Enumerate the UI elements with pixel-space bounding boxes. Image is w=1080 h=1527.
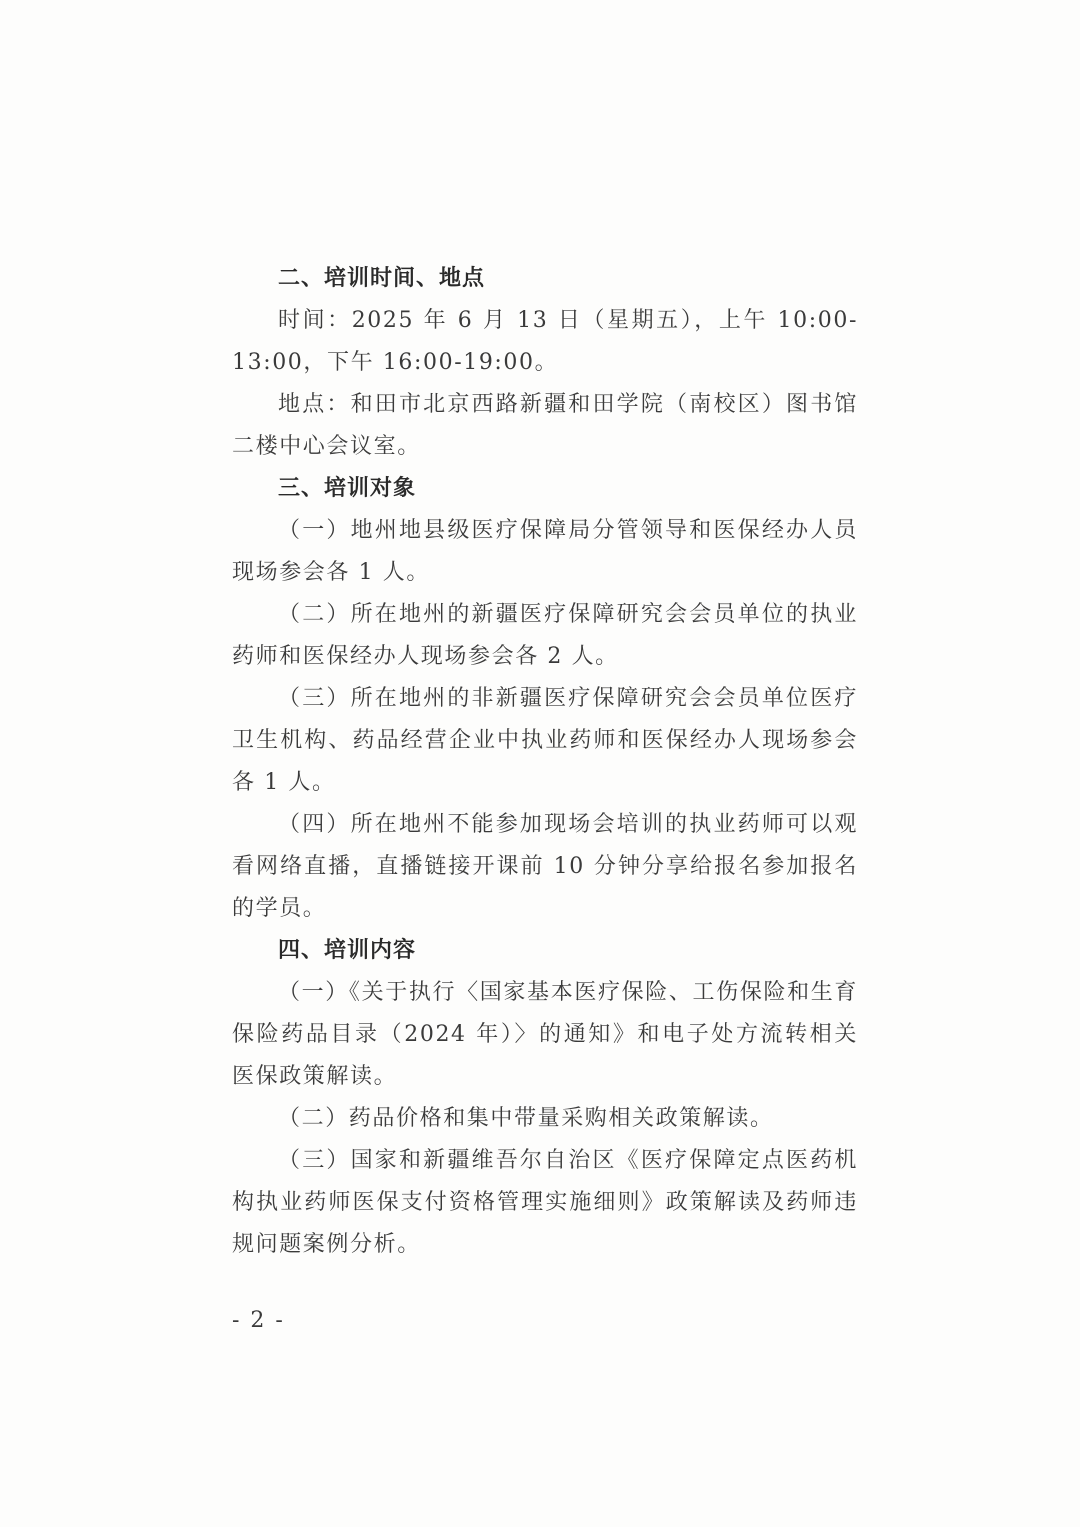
content-item-2: （二）药品价格和集中带量采购相关政策解读。 (278, 1106, 774, 1131)
content-item-1: （一）《关于执行〈国家基本医疗保险、工伤保险和生育保险药品目录（2024 年）〉的通知》和电子处方流转相关医保政策解读。 (232, 980, 858, 1089)
page-number: - 2 - (232, 1308, 285, 1333)
section-heading-training-time-location: 二、培训时间、地点 (278, 266, 486, 291)
training-location: 地点：和田市北京西路新疆和田学院（南校区）图书馆二楼中心会议室。 (232, 392, 858, 459)
content-item-3: （三）国家和新疆维吾尔自治区《医疗保障定点医药机构执业药师医保支付资格管理实施细则》政策解读及药师违规问题案例分析。 (232, 1148, 858, 1257)
target-item-2: （二）所在地州的新疆医疗保障研究会会员单位的执业药师和医保经办人现场参会各 2 人。 (232, 602, 858, 669)
target-item-3: （三）所在地州的非新疆医疗保障研究会会员单位医疗卫生机构、药品经营企业中执业药师和医保经办人现场参会各 1 人。 (232, 686, 858, 795)
target-item-4: （四）所在地州不能参加现场会培训的执业药师可以观看网络直播，直播链接开课前 10 分钟分享给报名参加报名的学员。 (232, 812, 858, 921)
training-time: 时间：2025 年 6 月 13 日（星期五），上午 10:00-13:00，下午 16:00-19:00。 (232, 308, 858, 375)
section-heading-training-targets: 三、培训对象 (278, 476, 417, 501)
document-body (232, 258, 858, 1266)
target-item-1: （一）地州地县级医疗保障局分管领导和医保经办人员现场参会各 1 人。 (232, 518, 858, 585)
section-heading-training-content: 四、培训内容 (278, 938, 417, 963)
